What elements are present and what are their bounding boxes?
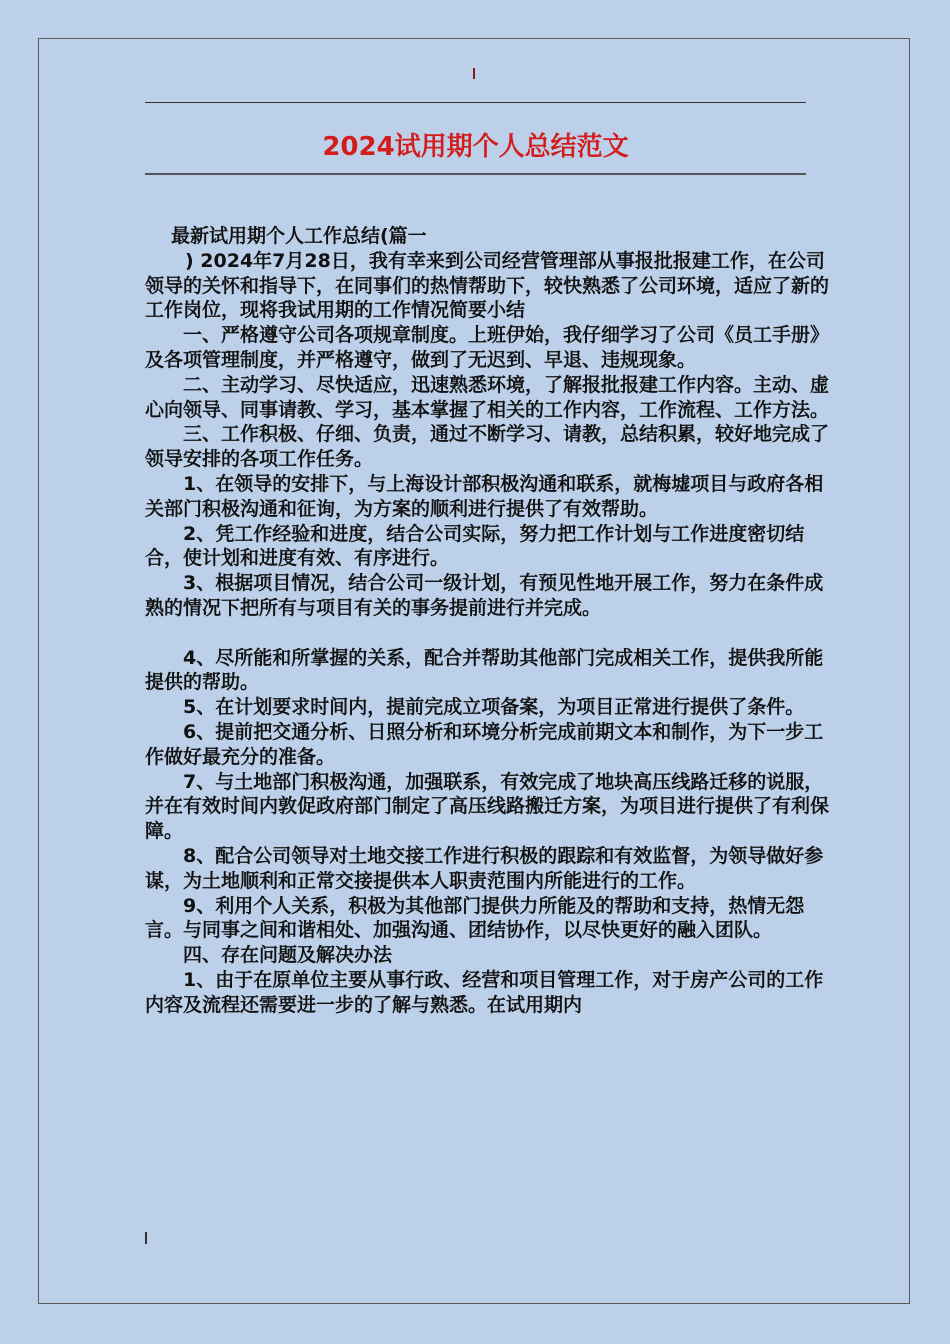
paragraph-item-9: 9、利用个人关系，积极为其他部门提供力所能及的帮助和支持，热情无怨言。与同事之间和谐相处、加强沟通、团结协作，以尽快更好的融入团队。 (145, 894, 805, 942)
paragraph-item-6: 6、提前把交通分析、日照分析和环境分析完成前期文本和制作，为下一步工作做好最充分的准备。 (145, 720, 824, 768)
document-body (145, 224, 835, 1018)
paragraph-item-2: 2、凭工作经验和进度，结合公司实际，努力把工作计划与工作进度密切结合，使计划和进度有效、有序进行。 (145, 522, 805, 570)
title-underline (145, 173, 806, 175)
paragraph-item-5: 5、在计划要求时间内，提前完成立项备案，为项目正常进行提供了条件。 (183, 696, 805, 719)
paragraph-point-4: 四、存在问题及解决办法 (183, 944, 393, 967)
paragraph-intro: ) 2024年7月28日，我有幸来到公司经营管理部从事报批报建工作，在公司领导的关怀和指导下，在同事们的热情帮助下，较快熟悉了公司环境，适应了新的工作岗位，现将我试用期的工作情况简要小结 (145, 249, 830, 322)
header-rule (145, 102, 806, 103)
paragraph-item-1: 1、在领导的安排下，与上海设计部积极沟通和联系，就梅墟项目与政府各相关部门积极沟通和征询，为方案的顺利进行提供了有效帮助。 (145, 472, 824, 520)
paragraph-item-8: 8、配合公司领导对土地交接工作进行积极的跟踪和有效监督，为领导做好参谋，为土地顺利和正常交接提供本人职责范围内所能进行的工作。 (145, 844, 824, 892)
paragraph-section-heading: 最新试用期个人工作总结(篇一 (171, 225, 427, 247)
paragraph-item-7: 7、与土地部门积极沟通，加强联系，有效完成了地块高压线路迁移的说服，并在有效时间内敦促政府部门制定了高压线路搬迁方案，为项目进行提供了有利保障。 (145, 770, 830, 843)
paragraph-issue-1: 1、由于在原单位主要从事行政、经营和项目管理工作，对于房产公司的工作内容及流程还需要进一步的了解与熟悉。在试用期内 (145, 968, 824, 1016)
header-marker (473, 68, 475, 79)
paragraph-point-1: 一、严格遵守公司各项规章制度。上班伊始，我仔细学习了公司《员工手册》及各项管理制度，并严格遵守，做到了无迟到、早退、违规现象。 (145, 324, 830, 371)
paragraph-point-2: 二、主动学习、尽快适应，迅速熟悉环境，了解报批报建工作内容。主动、虚心向领导、同事请教、学习，基本掌握了相关的工作内容，工作流程、工作方法。 (145, 373, 830, 421)
paragraph-item-4: 4、尽所能和所掌握的关系，配合并帮助其他部门完成相关工作，提供我所能提供的帮助。 (145, 646, 824, 694)
document-title: 2024试用期个人总结范文 (322, 132, 629, 162)
paragraph-item-3: 3、根据项目情况，结合公司一级计划，有预见性地开展工作，努力在条件成熟的情况下把所有与项目有关的事务提前进行并完成。 (145, 572, 824, 619)
footer-marker (145, 1232, 147, 1244)
paragraph-point-3: 三、工作积极、仔细、负责，通过不断学习、请教，总结积累，较好地完成了领导安排的各项工作任务。 (145, 423, 830, 471)
